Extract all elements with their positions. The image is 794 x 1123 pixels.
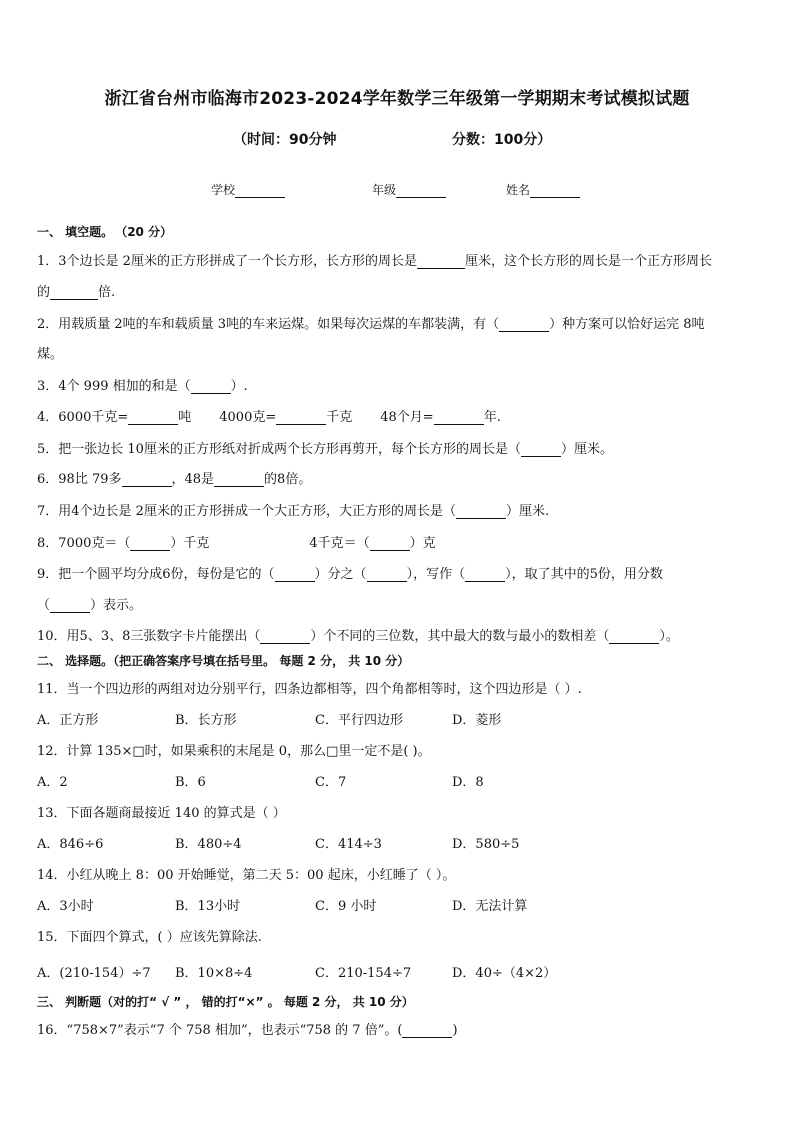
- option-a[interactable]: A．(210-154）÷7: [37, 966, 151, 981]
- answer-blank[interactable]: [275, 581, 315, 582]
- name-field: [506, 181, 580, 198]
- question-1: 1．3个边长是 2厘米的正方形拼成了一个长方形，长方形的周长是 厘米，这个长方形的周长是一个正方形周长: [37, 254, 712, 269]
- option-d[interactable]: D．无法计算: [452, 899, 528, 914]
- question-4: 4．6000千克= 吨 4000克= 千克 48个月= 年.: [37, 410, 501, 425]
- option-b[interactable]: B．10×8÷4: [175, 966, 253, 981]
- option-b[interactable]: B．6: [175, 775, 206, 790]
- option-d[interactable]: D．580÷5: [452, 837, 520, 852]
- option-d[interactable]: D．40÷（4×2）: [452, 966, 557, 981]
- school-label: 学校: [211, 183, 236, 197]
- question-3: 3．4个 999 相加的和是（ ）.: [37, 379, 248, 394]
- option-a[interactable]: A．2: [37, 775, 68, 790]
- grade-label: 年级: [372, 183, 397, 197]
- option-b[interactable]: B．13小时: [175, 899, 241, 914]
- answer-blank[interactable]: [465, 581, 505, 582]
- answer-blank[interactable]: [214, 486, 264, 487]
- question-6: 6．98比 79多 ，48是 的8倍。: [37, 472, 312, 487]
- option-c[interactable]: C．210-154÷7: [315, 966, 412, 981]
- option-c[interactable]: C．平行四边形: [315, 713, 403, 728]
- answer-blank[interactable]: [50, 612, 90, 613]
- question-13: 13．下面各题商最接近 140 的算式是（ ）: [37, 806, 286, 821]
- question-12: 12．计算 135×□时，如果乘积的末尾是 0，那么□里一定不是( )。: [37, 744, 431, 759]
- section-1-heading: 一、 填空题。 （20 分）: [37, 225, 173, 239]
- exam-score: 分数：100分）: [452, 132, 552, 148]
- school-blank[interactable]: [235, 197, 285, 198]
- option-b[interactable]: B．长方形: [175, 713, 237, 728]
- answer-blank[interactable]: [456, 518, 506, 519]
- option-c[interactable]: C．9 小时: [315, 899, 377, 914]
- answer-blank[interactable]: [402, 1037, 452, 1038]
- question-10: 10．用5、3、8三张数字卡片能摆出（ ）个不同的三位数，其中最大的数与最小的数相差（ ）。: [37, 629, 679, 644]
- question-9: 9．把一个圆平均分成6份，每份是它的（ ）分之（ ），写作（ ），取了其中的5份，用分数: [37, 567, 663, 582]
- section-2-heading: 二、 选择题。（把正确答案序号填在括号里。 每题 2 分， 共 10 分）: [37, 654, 410, 668]
- question-11: 11．当一个四边形的两组对边分别平行，四条边都相等，四个角都相等时，这个四边形是（ ）.: [37, 682, 582, 697]
- answer-blank[interactable]: [130, 550, 170, 551]
- question-8: 8．7000克＝（ ）千克 4千克＝（ ）克: [37, 536, 436, 551]
- question-2-cont: 煤。: [37, 347, 64, 362]
- school-field: [211, 181, 285, 198]
- option-b[interactable]: B．480÷4: [175, 837, 242, 852]
- question-7: 7．用4个边长是 2厘米的正方形拼成一个大正方形，大正方形的周长是（ ）厘米.: [37, 504, 550, 519]
- exam-time: （时间：90分钟: [233, 132, 337, 148]
- option-d[interactable]: D．8: [452, 775, 484, 790]
- option-c[interactable]: C．414÷3: [315, 837, 382, 852]
- grade-blank[interactable]: [396, 197, 446, 198]
- answer-blank[interactable]: [499, 331, 549, 332]
- answer-blank[interactable]: [50, 299, 98, 300]
- question-16: 16．“758×7”表示“7 个 758 相加”，也表示“758 的 7 倍”。( ): [37, 1023, 458, 1038]
- option-a[interactable]: A．846÷6: [37, 837, 104, 852]
- section-3-heading: 三、 判断题（对的打“ √ ” ， 错的打“×” 。 每题 2 分， 共 10 分）: [37, 995, 414, 1009]
- question-1-cont: 的 倍.: [37, 285, 116, 300]
- answer-blank[interactable]: [367, 581, 407, 582]
- name-blank[interactable]: [530, 197, 580, 198]
- question-15: 15．下面四个算式，( ）应该先算除法.: [37, 930, 262, 945]
- answer-blank[interactable]: [191, 393, 231, 394]
- option-a[interactable]: A．正方形: [37, 713, 99, 728]
- exam-title: 浙江省台州市临海市2023-2024学年数学三年级第一学期期末考试模拟试题: [104, 89, 690, 109]
- question-9-cont: （ ）表示。: [37, 598, 143, 613]
- question-2: 2．用载质量 2吨的车和载质量 3吨的车来运煤。如果每次运煤的车都装满，有（ ）种方案可以恰好运完 8吨: [37, 317, 705, 332]
- answer-blank[interactable]: [276, 424, 326, 425]
- answer-blank[interactable]: [417, 268, 465, 269]
- question-14: 14．小红从晚上 8：00 开始睡觉，第二天 5：00 起床，小红睡了（ ）。: [37, 868, 456, 883]
- answer-blank[interactable]: [434, 424, 484, 425]
- answer-blank[interactable]: [122, 486, 172, 487]
- answer-blank[interactable]: [521, 456, 561, 457]
- answer-blank[interactable]: [128, 424, 178, 425]
- question-5: 5．把一张边长 10厘米的正方形纸对折成两个长方形再剪开，每个长方形的周长是（ ）厘米。: [37, 442, 613, 457]
- option-c[interactable]: C．7: [315, 775, 347, 790]
- option-d[interactable]: D．菱形: [452, 713, 502, 728]
- grade-field: [372, 181, 446, 198]
- option-a[interactable]: A．3小时: [37, 899, 94, 914]
- answer-blank[interactable]: [609, 643, 659, 644]
- answer-blank[interactable]: [260, 643, 310, 644]
- answer-blank[interactable]: [370, 550, 410, 551]
- name-label: 姓名: [506, 183, 531, 197]
